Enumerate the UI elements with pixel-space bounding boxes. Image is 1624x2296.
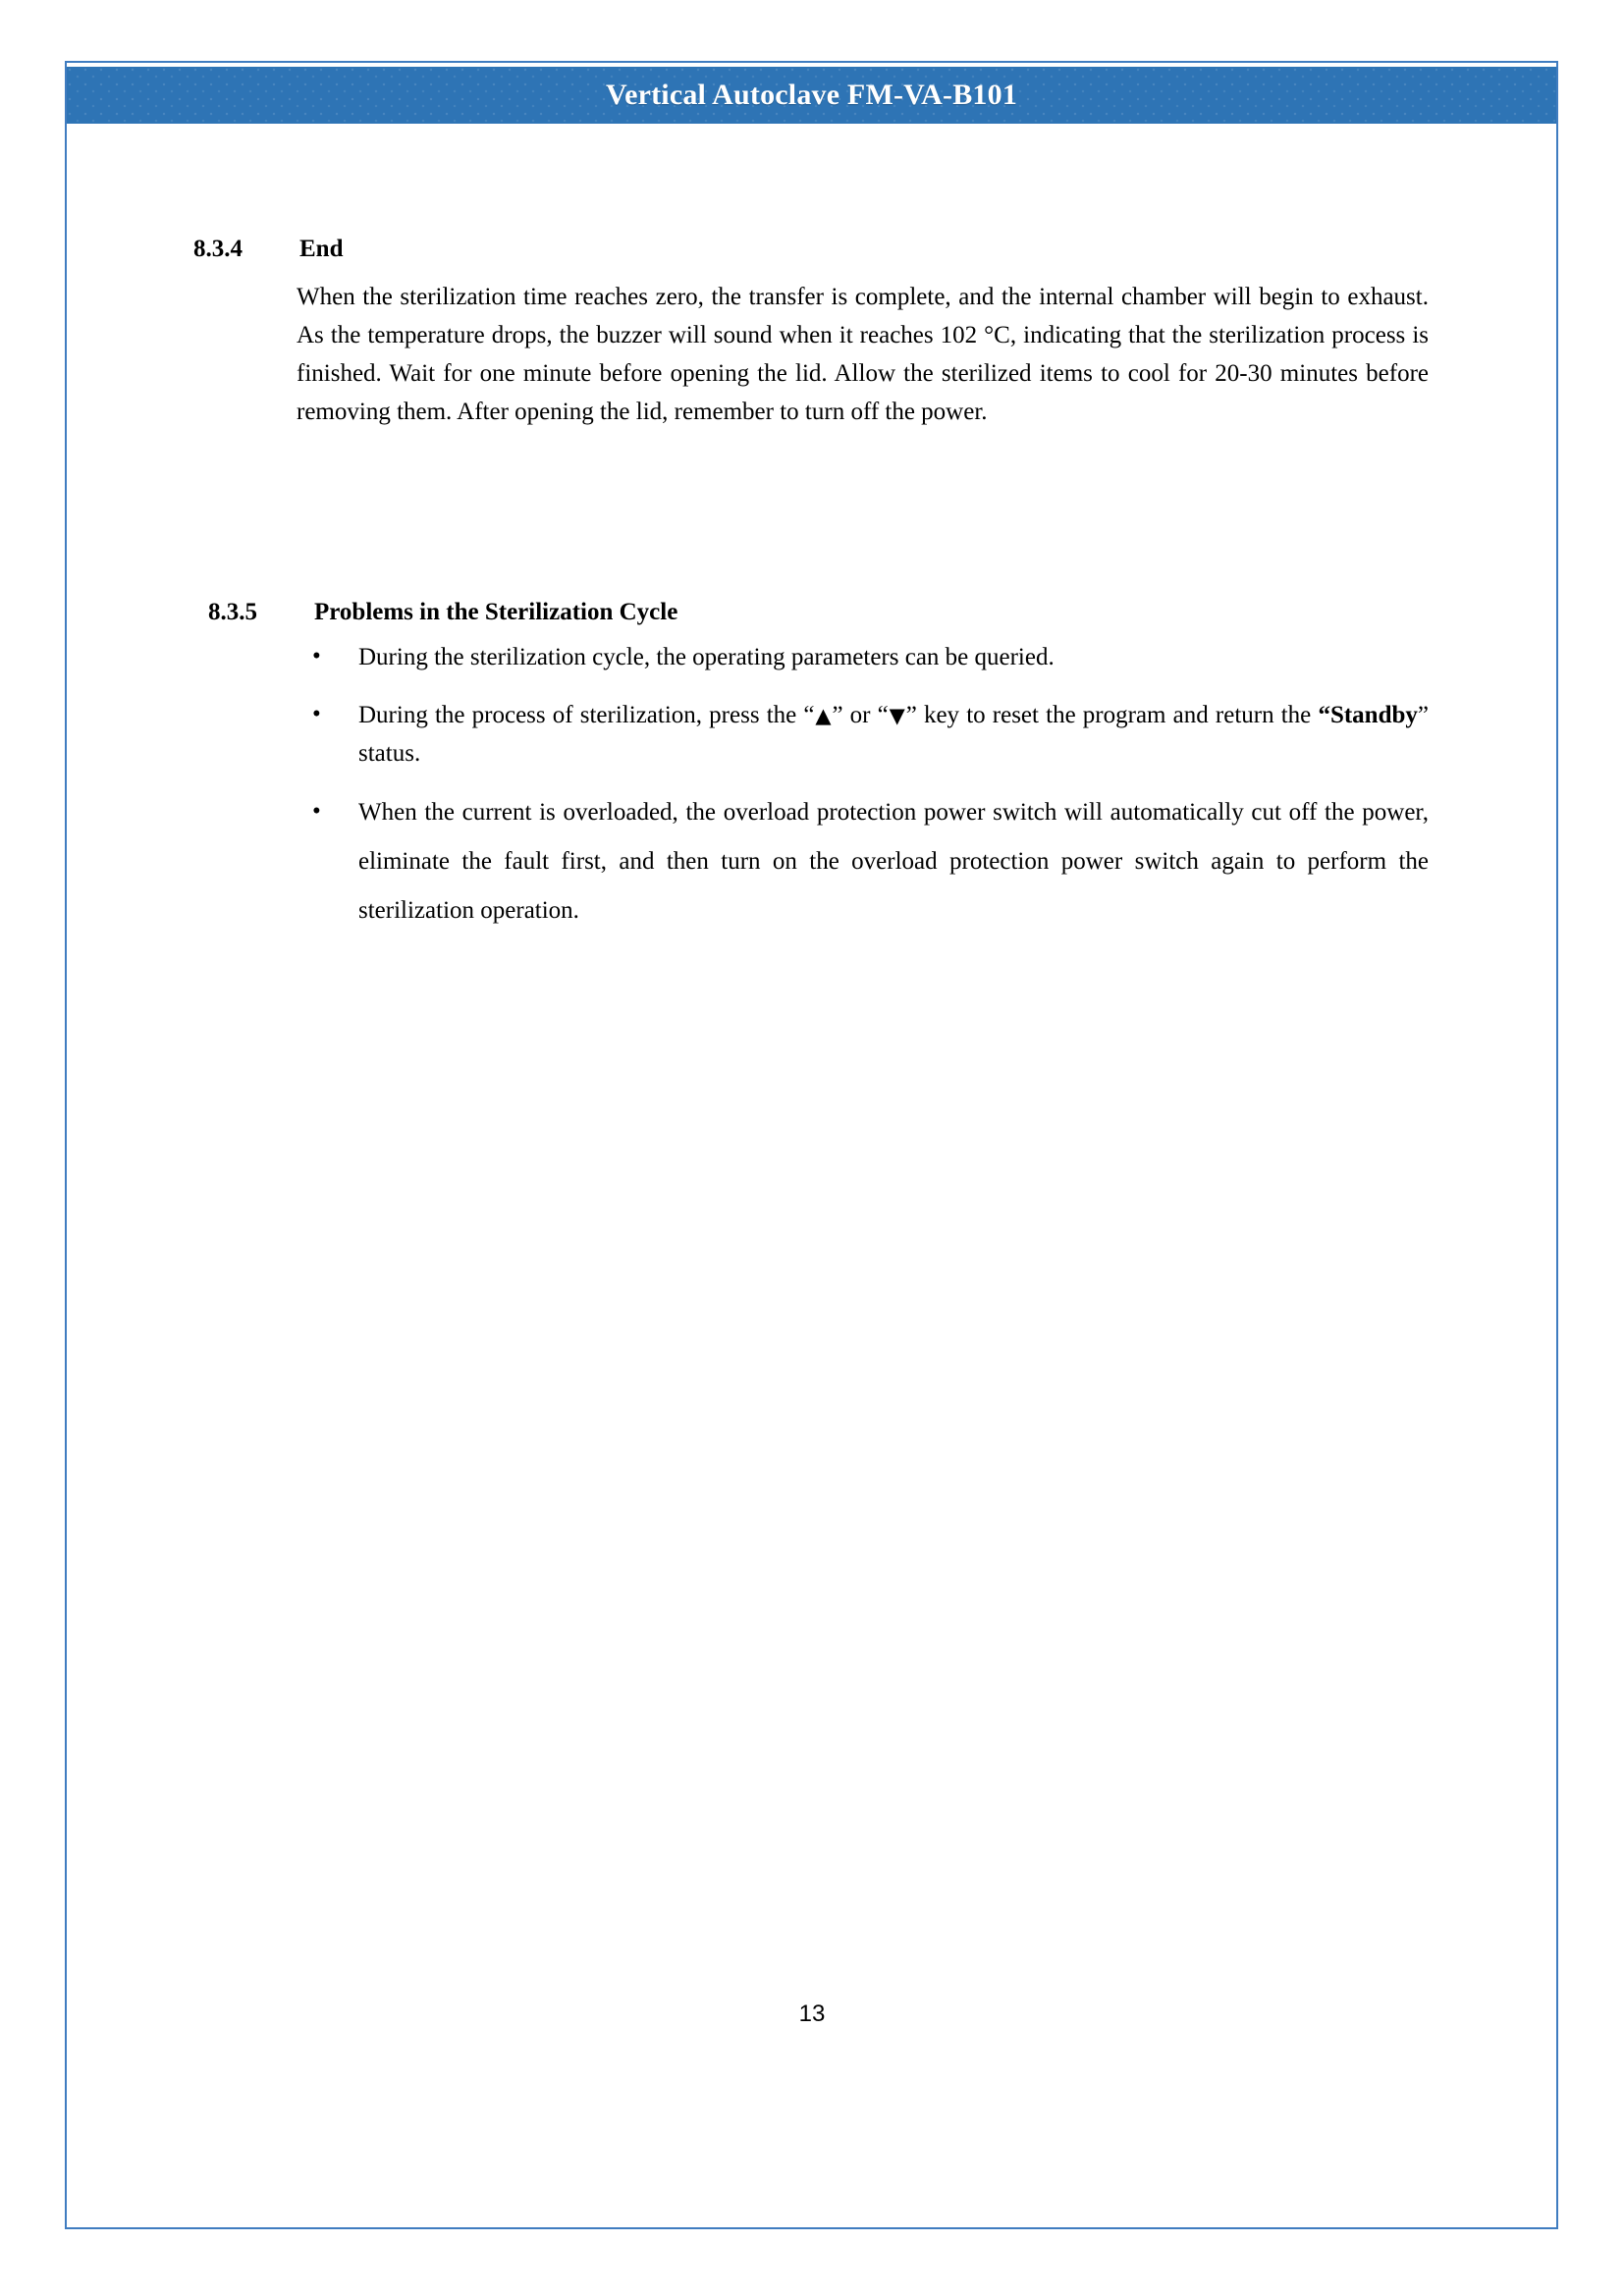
- section-title-8-3-5: Problems in the Sterilization Cycle: [314, 599, 678, 625]
- section-heading-8-3-4: [193, 236, 343, 263]
- up-arrow-icon: ▲: [814, 704, 833, 727]
- list-item-text-part2: ” or “: [832, 702, 889, 728]
- list-item: [295, 788, 1429, 935]
- section-heading-8-3-5: [208, 599, 677, 626]
- list-item: [295, 696, 1429, 773]
- standby-quote-close: ”: [1417, 702, 1429, 728]
- standby-quote-open: “: [1318, 702, 1330, 728]
- page-header-title: Vertical Autoclave FM-VA-B101: [605, 79, 1018, 111]
- section-number-8-3-4: 8.3.4: [193, 236, 243, 262]
- page-header-band: [67, 67, 1556, 124]
- list-item-text: During the sterilization cycle, the operating parameters can be queried.: [358, 644, 1055, 670]
- section-number-8-3-5: 8.3.5: [208, 599, 257, 625]
- standby-keyword: Standby: [1329, 702, 1418, 728]
- section-8-3-4-paragraph: When the sterilization time reaches zero, the transfer is complete, and the internal chamber will begin to exhaust. As the temperature drops, the buzzer will sound when it reaches 102 °C, indicating that the sterilization process is finished. Wait for one minute before opening the lid. Allow the sterilized items to cool for 20-30 minutes before removing them. After opening the lid, remember to turn off the power.: [297, 284, 1429, 425]
- down-arrow-icon: ▼: [888, 704, 906, 727]
- list-item: [295, 638, 1429, 676]
- list-item-text: When the current is overloaded, the overload protection power switch will automatically cut off the power, eliminate the fault first, and then turn on the overload protection power switch again to perform the sterilization operation.: [358, 799, 1429, 924]
- section-8-3-5-bullet-list: [295, 638, 1429, 935]
- section-title-8-3-4: End: [299, 236, 344, 262]
- list-item-text-part3: ” key to reset the program and return the: [905, 702, 1319, 728]
- page-number: 13: [798, 2001, 826, 2027]
- list-item-text-part1: During the process of sterilization, press the “: [358, 702, 815, 728]
- list-item-text-part4: status.: [358, 740, 421, 767]
